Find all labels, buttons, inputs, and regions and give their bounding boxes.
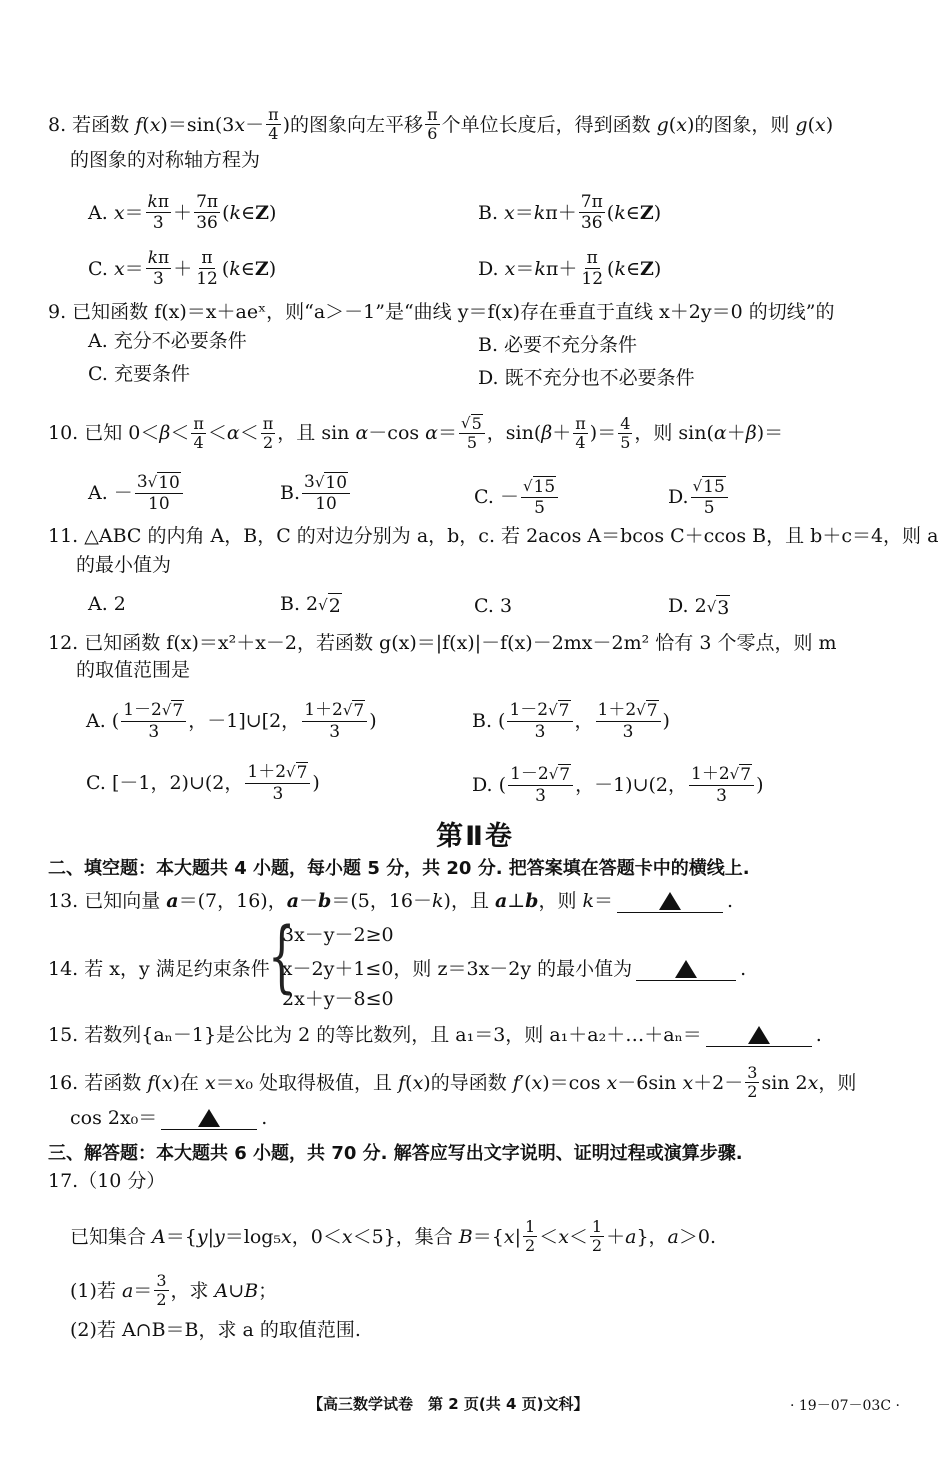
q11-option-d[interactable]: D. 2 √ 3: [668, 595, 730, 619]
q8-option-c[interactable]: C. x＝ $\frac{k\pi}{3}$ ＋ $\frac{\pi}{12}$ (k∈Z): [88, 248, 277, 289]
q10-option-a[interactable]: A. － 3 √ 10 10: [88, 472, 185, 514]
q10-option-c[interactable]: C. － √ 15 5: [474, 476, 560, 518]
q17-head: 17.（10 分）: [48, 1170, 166, 1192]
section3-header: 三、解答题：本大题共 6 小题，共 70 分. 解答应写出文字说明、证明过程或演算步骤.: [48, 1143, 743, 1164]
q16-stem-line1: 16. 若函数 f(x)在 x＝x₀ 处取得极值，且 f(x)的导函数 f′(x)＝cos x－6sin x＋2－ $\frac{3}{2}$ sin 2x，则: [48, 1063, 857, 1101]
q12-stem-line2: 的取值范围是: [76, 659, 191, 681]
q14-constraint-1: 3x－y－2≥0: [282, 924, 394, 946]
triangle-icon: [659, 892, 681, 910]
q17-body: 已知集合 A＝{y|y＝log₅x，0＜x＜5}，集合 B＝{x| $\frac{1}{2}$ ＜x＜ $\frac{1}{2}$ ＋a}，a＞0.: [70, 1217, 717, 1255]
q13-answer-blank[interactable]: [617, 888, 723, 913]
q16-answer-blank[interactable]: [161, 1105, 257, 1130]
q14-lead: 14. 若 x，y 满足约束条件: [48, 957, 270, 980]
q17-part1: (1)若 a＝ $\frac{3}{2}$ ，求 A∪B；: [70, 1271, 278, 1309]
q12-option-a[interactable]: A. ( 1－2 √ 7 3 ，－1]∪[2， 1＋2 √ 7 3 ): [86, 700, 377, 742]
q14: 14. 若 x，y 满足约束条件 x－2y＋1≤0，则 z＝3x－2y 的最小值为 .: [48, 957, 747, 980]
q15: 15. 若数列{aₙ－1}是公比为 2 的等比数列，且 a₁＝3，则 a₁＋a₂＋…＋aₙ＝ .: [48, 1023, 822, 1046]
q14-answer-blank[interactable]: [636, 956, 736, 981]
q9-option-b[interactable]: B. 必要不充分条件: [478, 334, 638, 356]
q8-option-b[interactable]: B. x＝kπ＋ $\frac{7\pi}{36}$ (k∈Z): [478, 192, 662, 233]
q9-option-d[interactable]: D. 既不充分也不必要条件: [478, 367, 695, 389]
q9-option-a[interactable]: A. 充分不必要条件: [88, 330, 247, 352]
exam-code: · 19－07－03C ·: [790, 1398, 900, 1414]
part2-title: 第Ⅱ卷: [436, 821, 514, 852]
q8-stem-line2: 的图象的对称轴方程为: [70, 149, 261, 171]
q11-option-b[interactable]: B. 2 √ 2: [280, 593, 341, 617]
q16-stem-line2: cos 2x₀＝ .: [70, 1106, 268, 1129]
q10-stem: 10. 已知 0＜β＜ $\frac{\pi}{4}$ ＜α＜ $\frac{\pi}{2}$ ，且 sin α－cos α＝ √ 5 5 ，sin(β＋ $\frac{\pi}{4}$ )＝ $\frac{4}{5}$ ，则 sin(α＋β)＝: [48, 413, 784, 452]
q13: 13. 已知向量 a＝(7，16)，a－b＝(5，16－k)，且 a⊥b，则 k＝ .: [48, 889, 734, 912]
triangle-icon: [748, 1026, 770, 1044]
q8-stem-line1: 8. 若函数 f(x)＝sin(3x－ $\frac{\pi}{4}$ )的图象向左平移 $\frac{\pi}{6}$ 个单位长度后，得到函数 g(x)的图象，则 g(x): [48, 105, 834, 143]
q16-lead: cos 2x₀＝: [70, 1106, 158, 1129]
q9-option-c[interactable]: C. 充要条件: [88, 363, 190, 385]
q14-constraint-2: x－2y＋1≤0，则 z＝3x－2y 的最小值为: [281, 957, 633, 980]
q8-option-d[interactable]: D. x＝kπ＋ $\frac{\pi}{12}$ (k∈Z): [478, 248, 662, 289]
q14-constraint-3: 2x＋y－8≤0: [282, 988, 394, 1010]
q15-stem: 15. 若数列{aₙ－1}是公比为 2 的等比数列，且 a₁＝3，则 a₁＋a₂＋…＋aₙ＝: [48, 1023, 702, 1046]
q11-option-c[interactable]: C. 3: [474, 595, 513, 617]
q17-part2: (2)若 A∩B＝B，求 a 的取值范围.: [70, 1319, 361, 1341]
page-footer: 【高三数学试卷 第 2 页(共 4 页)文科】: [308, 1395, 589, 1413]
triangle-icon: [198, 1109, 220, 1127]
q12-option-c[interactable]: C. [－1，2)∪(2， 1＋2 √ 7 3 ): [86, 762, 320, 804]
q10-option-b[interactable]: B. 3 √ 10 10: [280, 472, 352, 514]
q8-option-a[interactable]: A. x＝ $\frac{k\pi}{3}$ ＋ $\frac{7\pi}{36}$ (k∈Z): [88, 192, 277, 233]
triangle-icon: [675, 960, 697, 978]
q11-option-a[interactable]: A. 2: [88, 593, 126, 615]
q12-option-d[interactable]: D. ( 1－2 √ 7 3 ，－1)∪(2， 1＋2 √ 7 3 ): [472, 764, 764, 806]
q11-stem-line2: 的最小值为: [76, 554, 172, 576]
q9-stem: 9. 已知函数 f(x)＝x＋aeˣ，则“a＞－1”是“曲线 y＝f(x)存在垂直于直线 x＋2y＝0 的切线”的: [48, 301, 835, 323]
brace-icon: {: [268, 912, 296, 1002]
q12-option-b[interactable]: B. ( 1－2 √ 7 3 ， 1＋2 √ 7 3 ): [472, 700, 670, 742]
q10-option-d[interactable]: D. √ 15 5: [668, 476, 730, 518]
q11-stem-line1: 11. △ABC 的内角 A，B，C 的对边分别为 a，b，c. 若 2acos A＝bcos C＋ccos B，且 b＋c＝4，则 a: [48, 525, 939, 547]
section2-header: 二、填空题：本大题共 4 小题，每小题 5 分，共 20 分. 把答案填在答题卡中的横线上.: [48, 858, 750, 879]
q12-stem-line1: 12. 已知函数 f(x)＝x²＋x－2，若函数 g(x)＝|f(x)|－f(x)－2mx－2m² 恰有 3 个零点，则 m: [48, 632, 837, 654]
q15-answer-blank[interactable]: [706, 1022, 812, 1047]
